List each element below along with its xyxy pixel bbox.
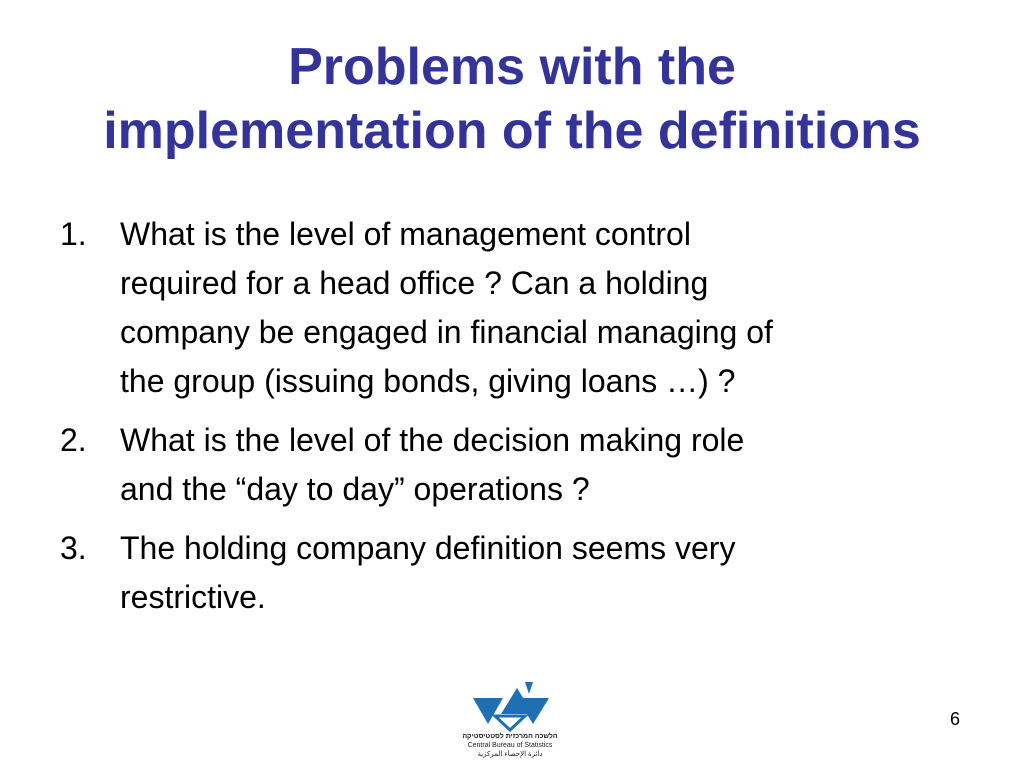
item-number: 1.: [60, 216, 87, 252]
slide-number: 6: [949, 709, 960, 729]
item-text-line: required for a head office ? Can a holding: [120, 265, 709, 301]
cbs-logo: [455, 680, 565, 766]
item-text: [120, 210, 960, 406]
item-number: 2.: [60, 422, 87, 458]
item-text-line: restrictive.: [120, 579, 266, 615]
cbs-emblem-icon: [465, 680, 555, 732]
logo-text-hebrew: הלשכה המרכזית לסטטיסטיקה: [462, 733, 558, 740]
item-text-line: and the “day to day” operations ?: [120, 471, 590, 507]
list-item: [60, 524, 960, 622]
item-number: 3.: [60, 530, 87, 566]
title-line-2: implementation of the definitions: [103, 102, 921, 160]
item-text: [120, 524, 960, 622]
item-text-line: the group (issuing bonds, giving loans …) ?: [120, 363, 736, 399]
item-text-line: The holding company definition seems very: [120, 530, 736, 566]
list-item: [60, 416, 960, 514]
item-text-line: What is the level of the decision making role: [120, 422, 745, 458]
logo-text-arabic: دائرة الإحصاء المركزية: [477, 751, 543, 758]
numbered-list: [60, 210, 960, 632]
slide-title: [0, 35, 1024, 163]
item-text-line: company be engaged in financial managing of: [120, 314, 773, 350]
logo-text-english: Central Bureau of Statistics: [467, 742, 553, 749]
title-line-1: Problems with the: [288, 38, 736, 96]
item-text: [120, 416, 960, 514]
list-item: [60, 210, 960, 406]
item-text-line: What is the level of management control: [120, 216, 691, 252]
